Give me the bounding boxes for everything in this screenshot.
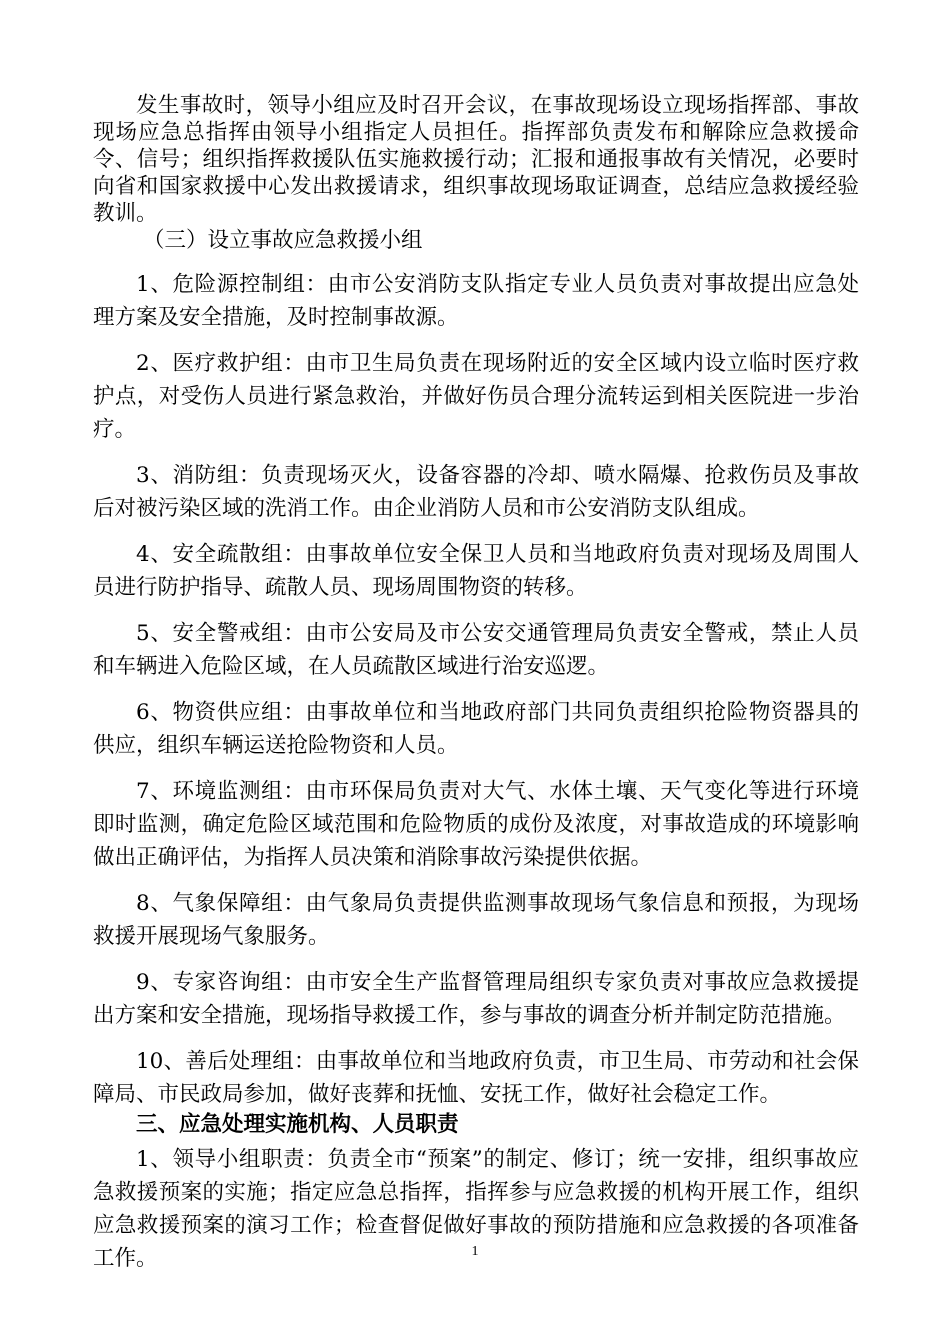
paragraph-environment-monitoring-group: 7、环境监测组：由市环保局负责对大气、水体土壤、天气变化等进行环境即时监测，确定危险区域范围和危险物质的成份及浓度，对事故造成的环境影响做出正确评估，为指挥人员决策和消除事故污染提供依据。 bbox=[93, 779, 859, 870]
paragraph-evacuation-group: 4、安全疏散组：由事故单位安全保卫人员和当地政府负责对现场及周围人员进行防护指导、疏散人员、现场周围物资的转移。 bbox=[93, 542, 859, 600]
paragraph-aftermath-group: 10、善后处理组：由事故单位和当地政府负责，市卫生局、市劳动和社会保障局、市民政局参加，做好丧葬和抚恤、安抚工作，做好社会稳定工作。 bbox=[93, 1049, 859, 1107]
document-body bbox=[93, 92, 859, 1275]
paragraph-hazard-control-group: 1、危险源控制组：由市公安消防支队指定专业人员负责对事故提出应急处理方案及安全措施，及时控制事故源。 bbox=[93, 272, 859, 330]
paragraph-firefighting-group: 3、消防组：负责现场灭火，设备容器的冷却、喷水隔爆、抢救伤员及事故后对被污染区域的洗消工作。由企业消防人员和市公安消防支队组成。 bbox=[93, 463, 859, 521]
paragraph-leadership-duties: 1、领导小组职责：负责全市“预案”的制定、修订；统一安排，组织事故应急救援预案的实施；指定应急总指挥，指挥参与应急救援的机构开展工作，组织应急救援预案的演习工作；检查督促做好事故的预防措施和应急救援的各项准备工作。 bbox=[93, 1147, 859, 1271]
paragraph-medical-group: 2、医疗救护组：由市卫生局负责在现场附近的安全区域内设立临时医疗救护点，对受伤人员进行紧急救治，并做好伤员合理分流转运到相关医院进一步治疗。 bbox=[93, 351, 859, 442]
section-heading-duties: 三、应急处理实施机构、人员职责 bbox=[136, 1112, 459, 1137]
paragraph-command-post: 发生事故时，领导小组应及时召开会议，在事故现场设立现场指挥部、事故现场应急总指挥由领导小组指定人员担任。指挥部负责发布和解除应急救援命令、信号；组织指挥救援队伍实施救援行动；汇报和通报事故有关情况，必要时向省和国家救援中心发出救援请求，组织事故现场取证调查，总结应急救援经验教训。 bbox=[93, 93, 859, 226]
paragraph-expert-group: 9、专家咨询组：由市安全生产监督管理局组织专家负责对事故应急救援提出方案和安全措施，现场指导救援工作，参与事故的调查分析并制定防范措施。 bbox=[93, 970, 859, 1028]
paragraph-security-cordon-group: 5、安全警戒组：由市公安局及市公安交通管理局负责安全警戒，禁止人员和车辆进入危险区域，在人员疏散区域进行治安巡逻。 bbox=[93, 621, 859, 679]
subsection-heading-rescue-groups: （三）设立事故应急救援小组 bbox=[143, 228, 423, 253]
page-number: 1 bbox=[471, 1244, 479, 1259]
paragraph-meteorology-group: 8、气象保障组：由气象局负责提供监测事故现场气象信息和预报，为现场救援开展现场气象服务。 bbox=[93, 891, 859, 949]
paragraph-supply-group: 6、物资供应组：由事故单位和当地政府部门共同负责组织抢险物资器具的供应，组织车辆运送抢险物资和人员。 bbox=[93, 700, 859, 758]
